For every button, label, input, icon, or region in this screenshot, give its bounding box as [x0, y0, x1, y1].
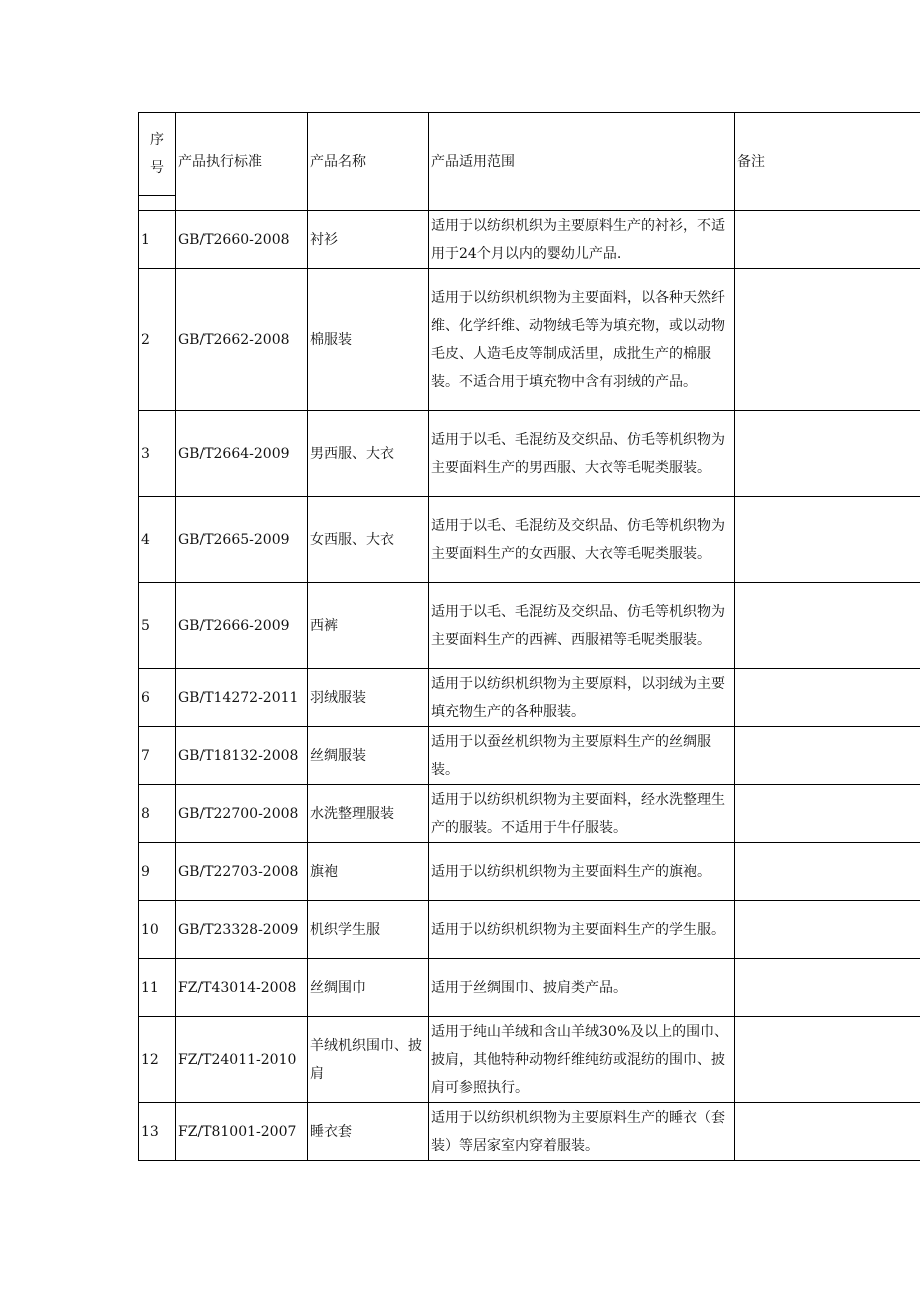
row-product-name: 棉服装 — [308, 269, 429, 411]
header-product-name: 产品名称 — [308, 113, 429, 211]
row-standard-code: GB/T2662-2008 — [176, 269, 308, 411]
table-row — [139, 843, 920, 901]
header-serial-char-1: 序 — [150, 132, 164, 148]
row-serial-number: 5 — [139, 583, 176, 669]
row-serial-number: 9 — [139, 843, 176, 901]
row-scope: 适用于以纺织机织物为主要原料，以羽绒为主要填充物生产的各种服装。 — [429, 669, 735, 727]
table-row — [139, 959, 920, 1017]
row-remark — [735, 1017, 920, 1103]
row-standard-code: GB/T18132-2008 — [176, 727, 308, 785]
row-serial-number: 4 — [139, 497, 176, 583]
row-remark — [735, 669, 920, 727]
row-remark — [735, 269, 920, 411]
row-standard-code: FZ/T43014-2008 — [176, 959, 308, 1017]
row-scope: 适用于以纺织机织物为主要面料生产的学生服。 — [429, 901, 735, 959]
table-row — [139, 727, 920, 785]
row-remark — [735, 727, 920, 785]
table-row — [139, 269, 920, 411]
row-scope: 适用于以毛、毛混纺及交织品、仿毛等机织物为主要面料生产的西裤、西服裙等毛呢类服装。 — [429, 583, 735, 669]
table-row — [139, 211, 920, 269]
row-standard-code: GB/T22703-2008 — [176, 843, 308, 901]
header-remark: 备注 — [735, 113, 920, 211]
row-product-name: 丝绸围巾 — [308, 959, 429, 1017]
row-serial-number: 12 — [139, 1017, 176, 1103]
row-product-name: 丝绸服装 — [308, 727, 429, 785]
row-product-name: 男西服、大衣 — [308, 411, 429, 497]
row-standard-code: GB/T2665-2009 — [176, 497, 308, 583]
row-remark — [735, 959, 920, 1017]
table-row — [139, 497, 920, 583]
row-standard-code: GB/T14272-2011 — [176, 669, 308, 727]
row-remark — [735, 211, 920, 269]
row-standard-code: GB/T2666-2009 — [176, 583, 308, 669]
table-row — [139, 411, 920, 497]
header-serial-char-2: 号 — [150, 160, 164, 176]
row-remark — [735, 843, 920, 901]
table-row — [139, 1017, 920, 1103]
header-scope: 产品适用范围 — [429, 113, 735, 211]
row-scope: 适用于以蚕丝机织物为主要原料生产的丝绸服装。 — [429, 727, 735, 785]
row-scope: 适用于以毛、毛混纺及交织品、仿毛等机织物为主要面料生产的女西服、大衣等毛呢类服装。 — [429, 497, 735, 583]
table-row — [139, 583, 920, 669]
header-standard: 产品执行标准 — [176, 113, 308, 211]
row-product-name: 旗袍 — [308, 843, 429, 901]
row-standard-code: GB/T2660-2008 — [176, 211, 308, 269]
standards-table — [138, 112, 920, 1161]
row-serial-number: 13 — [139, 1103, 176, 1161]
row-serial-number: 6 — [139, 669, 176, 727]
row-remark — [735, 785, 920, 843]
row-scope: 适用于以纺织机织物为主要面料生产的旗袍。 — [429, 843, 735, 901]
row-serial-number: 10 — [139, 901, 176, 959]
row-standard-code: GB/T23328-2009 — [176, 901, 308, 959]
row-product-name: 水洗整理服装 — [308, 785, 429, 843]
row-serial-number: 11 — [139, 959, 176, 1017]
row-remark — [735, 1103, 920, 1161]
row-serial-number: 8 — [139, 785, 176, 843]
row-product-name: 羊绒机织围巾、披肩 — [308, 1017, 429, 1103]
row-serial-number: 2 — [139, 269, 176, 411]
row-product-name: 西裤 — [308, 583, 429, 669]
row-product-name: 女西服、大衣 — [308, 497, 429, 583]
row-remark — [735, 411, 920, 497]
table-row — [139, 669, 920, 727]
row-scope: 适用于以纺织机织为主要原料生产的衬衫，不适用于24个月以内的婴幼儿产品. — [429, 211, 735, 269]
row-standard-code: FZ/T24011-2010 — [176, 1017, 308, 1103]
row-scope: 适用于以毛、毛混纺及交织品、仿毛等机织物为主要面料生产的男西服、大衣等毛呢类服装。 — [429, 411, 735, 497]
row-scope: 适用于以纺织机织物为主要原料生产的睡衣（套装）等居家室内穿着服装。 — [429, 1103, 735, 1161]
row-scope: 适用于纯山羊绒和含山羊绒30%及以上的围巾、披肩，其他特种动物纤维纯纺或混纺的围巾、披肩可参照执行。 — [429, 1017, 735, 1103]
row-product-name: 衬衫 — [308, 211, 429, 269]
row-remark — [735, 583, 920, 669]
row-scope: 适用于以纺织机织物为主要面料，以各种天然纤维、化学纤维、动物绒毛等为填充物，或以动物毛皮、人造毛皮等制成活里，成批生产的棉服装。不适合用于填充物中含有羽绒的产品。 — [429, 269, 735, 411]
header-row — [139, 113, 920, 211]
row-serial-number: 1 — [139, 211, 176, 269]
header-serial-number — [139, 113, 176, 211]
row-remark — [735, 901, 920, 959]
row-standard-code: GB/T22700-2008 — [176, 785, 308, 843]
row-scope: 适用于丝绸围巾、披肩类产品。 — [429, 959, 735, 1017]
row-standard-code: FZ/T81001-2007 — [176, 1103, 308, 1161]
row-serial-number: 7 — [139, 727, 176, 785]
table-row — [139, 901, 920, 959]
row-serial-number: 3 — [139, 411, 176, 497]
row-product-name: 羽绒服装 — [308, 669, 429, 727]
table-row — [139, 785, 920, 843]
row-scope: 适用于以纺织机织物为主要面料，经水洗整理生产的服装。不适用于牛仔服装。 — [429, 785, 735, 843]
table-row — [139, 1103, 920, 1161]
row-product-name: 机织学生服 — [308, 901, 429, 959]
row-product-name: 睡衣套 — [308, 1103, 429, 1161]
row-remark — [735, 497, 920, 583]
row-standard-code: GB/T2664-2009 — [176, 411, 308, 497]
